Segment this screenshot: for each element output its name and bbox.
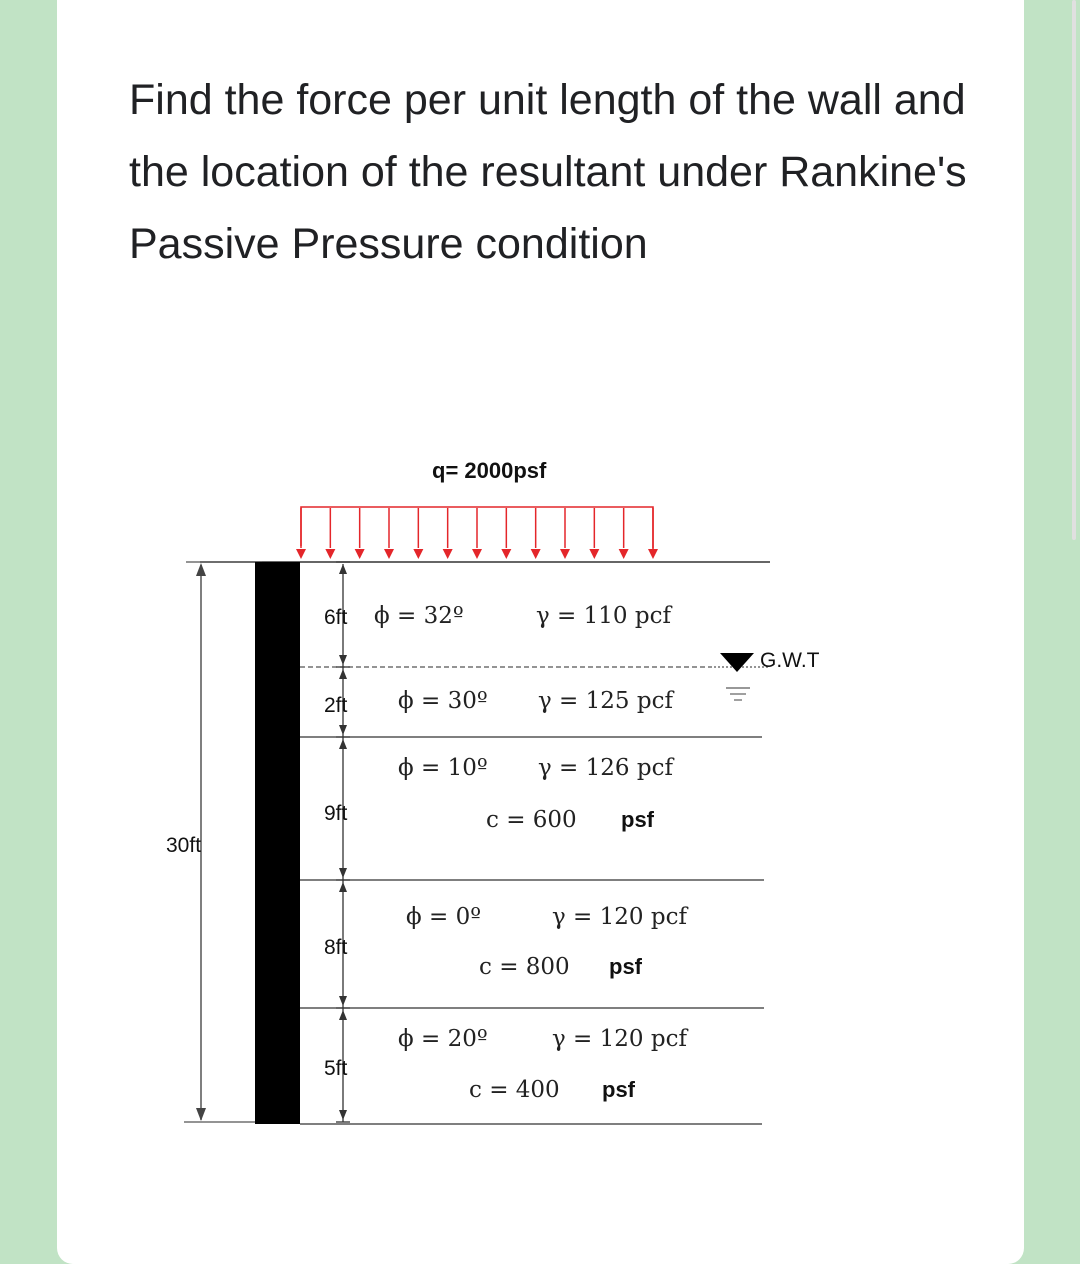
layer-3-cohesion-unit: psf [621,807,654,832]
load-arrow-head [619,549,629,559]
layer-4-cohesion-unit: psf [609,954,642,979]
layer-5-cohesion: c = 400 [469,1077,560,1103]
layer-4-gamma: γ = 120 pcf [552,904,687,930]
layer-3-thickness: 9ft [324,802,348,825]
layer-2-thickness: 2ft [324,694,348,717]
question-text: Find the force per unit length of the wall and the location of the resultant under Rankine's Passive Pressure condition [129,76,967,268]
load-arrow-head [325,549,335,559]
layer-5-gamma: γ = 120 pcf [552,1026,687,1052]
layer-5-thickness: 5ft [324,1057,348,1080]
water-table-icon [720,653,754,700]
layer-4-thickness: 8ft [324,936,348,959]
layer-1-gamma: γ = 110 pcf [536,603,671,629]
load-arrow-head [648,549,658,559]
load-arrow-head [296,549,306,559]
layer-3-phi: ϕ = 10º [398,755,488,781]
load-arrow-head [413,549,423,559]
layer-3-gamma: γ = 126 pcf [538,755,673,781]
layer-4-cohesion: c = 800 [479,954,570,980]
load-arrow-head [443,549,453,559]
layer-3-cohesion: c = 600 [486,807,577,833]
load-arrow-head [501,549,511,559]
surcharge-load [296,507,658,559]
retaining-wall [255,562,300,1124]
layer-1-phi: ϕ = 32º [374,603,464,629]
layer-thickness-dimensions [336,562,350,1122]
load-arrow-head [384,549,394,559]
layer-1-thickness: 6ft [324,606,348,629]
layer-4-phi: ϕ = 0º [406,904,482,930]
layer-2-phi: ϕ = 30º [398,688,488,714]
total-height-label: 30ft [166,834,202,857]
layer-5-cohesion-unit: psf [602,1077,635,1102]
layer-5-phi: ϕ = 20º [398,1026,488,1052]
load-arrow-head [531,549,541,559]
layer-2-gamma: γ = 125 pcf [538,688,673,714]
load-arrow-head [560,549,570,559]
load-arrow-head [589,549,599,559]
load-arrow-head [472,549,482,559]
load-arrow-head [355,549,365,559]
surcharge-label: q= 2000psf [432,458,547,483]
water-table-label: G.W.T [760,649,820,672]
